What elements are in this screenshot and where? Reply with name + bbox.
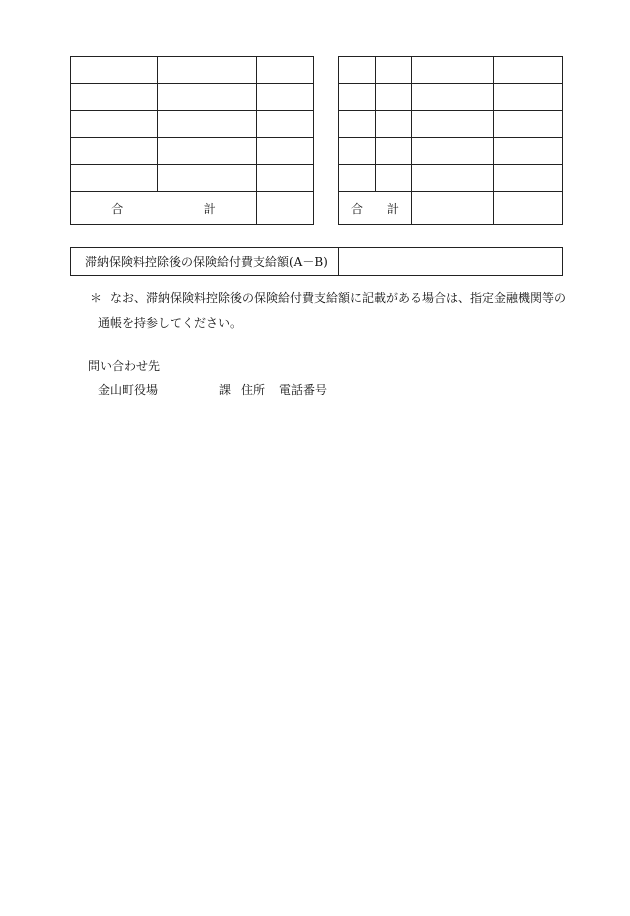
total-label-cell bbox=[71, 192, 257, 225]
contact-office: 金山町役場 bbox=[98, 383, 159, 397]
right-amount-table bbox=[338, 56, 563, 225]
table-row bbox=[71, 138, 314, 165]
table-cell bbox=[494, 165, 563, 192]
table-cell bbox=[376, 57, 412, 84]
table-row bbox=[339, 84, 563, 111]
total-label-char: 計 bbox=[386, 201, 399, 216]
table-cell bbox=[412, 138, 494, 165]
total-label-char: 計 bbox=[203, 201, 216, 216]
table-cell bbox=[494, 111, 563, 138]
table-row bbox=[71, 165, 314, 192]
table-cell bbox=[71, 138, 158, 165]
table-row bbox=[71, 248, 563, 276]
table-cell bbox=[339, 111, 376, 138]
table-cell bbox=[158, 57, 257, 84]
table-row bbox=[71, 57, 314, 84]
table-row bbox=[339, 138, 563, 165]
table-cell bbox=[257, 57, 314, 84]
table-cell bbox=[412, 84, 494, 111]
table-cell bbox=[376, 138, 412, 165]
table-cell bbox=[494, 84, 563, 111]
contact-department: 課 bbox=[219, 383, 232, 397]
table-row bbox=[339, 111, 563, 138]
table-cell bbox=[339, 138, 376, 165]
table-cell bbox=[412, 111, 494, 138]
table-cell bbox=[71, 84, 158, 111]
total-row bbox=[71, 192, 314, 225]
total-label-char: 合 bbox=[350, 201, 363, 216]
table-cell bbox=[376, 165, 412, 192]
table-row bbox=[339, 57, 563, 84]
total-value-cell bbox=[257, 192, 314, 225]
table-cell bbox=[257, 138, 314, 165]
total-label-char: 合 bbox=[111, 201, 124, 216]
table-cell bbox=[339, 57, 376, 84]
table-cell bbox=[158, 84, 257, 111]
table-row bbox=[71, 84, 314, 111]
left-amount-table bbox=[70, 56, 314, 225]
contact-address-label: 住所 bbox=[241, 383, 266, 397]
table-cell bbox=[494, 57, 563, 84]
table-cell bbox=[257, 165, 314, 192]
contact-heading: 問い合わせ先 bbox=[88, 359, 161, 373]
table-cell bbox=[71, 57, 158, 84]
table-cell bbox=[376, 84, 412, 111]
table-row bbox=[339, 165, 563, 192]
total-label-cell bbox=[339, 192, 412, 225]
table-row bbox=[71, 111, 314, 138]
table-cell bbox=[412, 165, 494, 192]
table-cell bbox=[158, 111, 257, 138]
table-cell bbox=[257, 111, 314, 138]
table-cell bbox=[158, 165, 257, 192]
note-asterisk: ＊ bbox=[90, 291, 103, 305]
table-cell bbox=[158, 138, 257, 165]
contact-phone-label: 電話番号 bbox=[279, 383, 328, 397]
total-value-cell bbox=[494, 192, 563, 225]
table-cell bbox=[71, 111, 158, 138]
total-row bbox=[339, 192, 563, 225]
table-cell bbox=[376, 111, 412, 138]
table-cell bbox=[339, 84, 376, 111]
table-cell bbox=[494, 138, 563, 165]
total-value-cell bbox=[412, 192, 494, 225]
table-cell bbox=[257, 84, 314, 111]
table-cell bbox=[412, 57, 494, 84]
table-cell bbox=[71, 165, 158, 192]
net-payment-table bbox=[70, 247, 563, 276]
note-text-line1: なお、滞納保険料控除後の保険給付費支給額に記載がある場合は、指定金融機関等の bbox=[110, 291, 567, 305]
note-text-line2: 通帳を持参してください。 bbox=[98, 316, 243, 330]
net-payment-value bbox=[339, 248, 563, 276]
net-payment-label: 滞納保険料控除後の保険給付費支給額(A－B) bbox=[71, 248, 339, 276]
table-cell bbox=[339, 165, 376, 192]
